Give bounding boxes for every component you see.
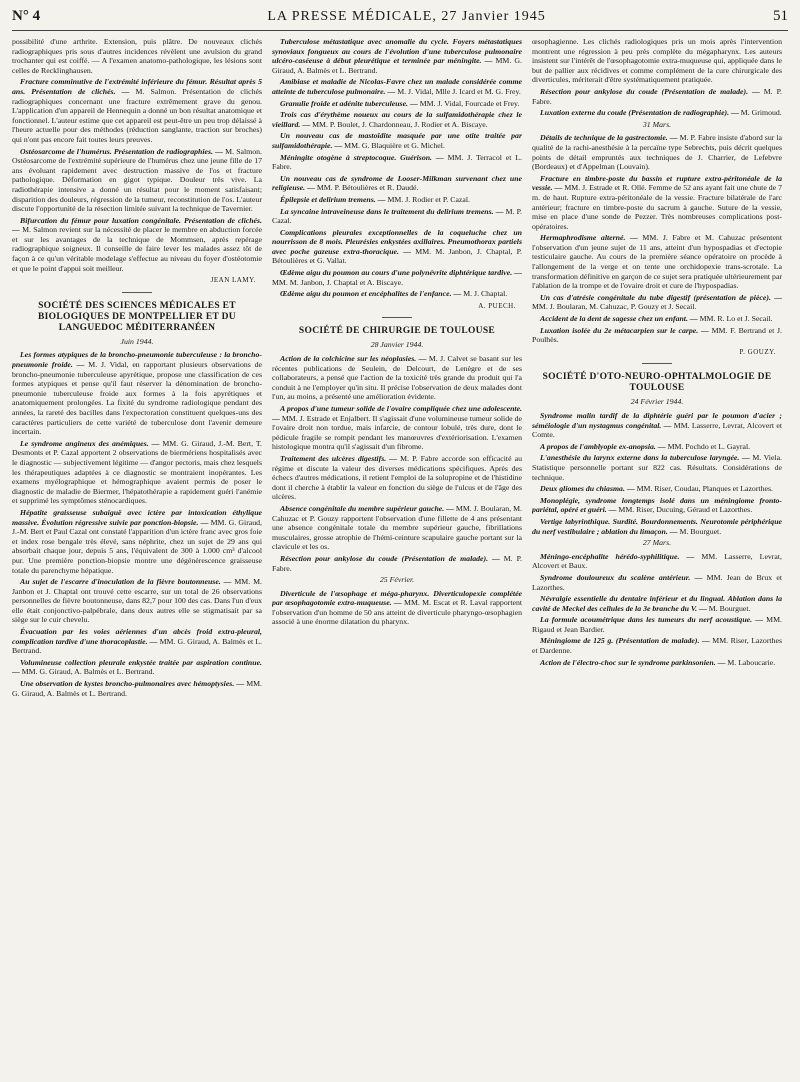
column-1: [12, 37, 262, 1077]
article: [12, 439, 262, 506]
article: [272, 153, 522, 172]
article: [532, 517, 782, 536]
article-title: Un cas d'atrésie congénitale du tube digestif (présentation de pièce). —: [540, 292, 782, 302]
article-author: MM. J. Vidal, Fourcade et Frey.: [419, 98, 520, 108]
article: [12, 350, 262, 436]
article-title: Ostéosarcome de l'humérus. Présentation de radiographies. —: [20, 146, 223, 156]
article: [532, 108, 782, 118]
society-heading: SOCIÉTÉ DES SCIENCES MÉDICALES ET BIOLOGIQUES DE MONTPELLIER ET DU LANGUEDOC MÉDITERRANÉEN: [38, 300, 236, 333]
article-title: Tuberculose métastatique avec anomalie du cycle. Foyers métastatiques synoviaux fongueux au cours de l'évolution d'une tuberculose pulmonaire ulcéro-caséeuse à début pleurétique et terminée par méningite. —: [272, 37, 522, 66]
article-author: M. Salmon.: [135, 86, 177, 96]
article-title: Vertige labyrinthique. Surdité. Bourdonnements. Neurotomie périphérique du nerf vestibulaire ; ablation du limaçon. —: [532, 516, 782, 536]
article-title: Résection pour ankylose du coude (Présentation de malade). —: [280, 553, 500, 563]
article-title: Syndrome malin tardif de la diphtérie guéri par le poumon d'acier ; séméiologie d'un nystagmus congénital. —: [532, 411, 782, 430]
article-author: MM. Rigaud et Jean Bardier.: [532, 615, 782, 634]
article: [272, 268, 522, 287]
article: [532, 174, 782, 232]
article: [272, 195, 522, 205]
article-author: M. P. Fabre.: [532, 86, 782, 106]
article-text: revient sur la nécessité de placer le membre en abduction forcée et sur les avantages de la technique de Mommsen, après repérage radiographique soigneux. Il conseille de faire lever les malades assez tôt de façon à ce qu'un véritable modelage s'effectue au niveau du foyer d'ostéotomie et que le point d'appui soit meilleur.: [12, 225, 262, 273]
article-title: Détails de technique de la gastrectomie. —: [540, 133, 678, 143]
article: [532, 594, 782, 613]
journal-title: LA PRESSE MÉDICALE, 27 Janvier 1945: [267, 9, 546, 24]
article-author: M. Salmon: [22, 225, 58, 235]
article: [532, 615, 782, 634]
article-title: Deux gliomes du chiasma. —: [540, 484, 635, 494]
society-heading: SOCIÉTÉ D'OTO-NEURO-OPHTALMOLOGIE DE TOULOUSE: [542, 372, 772, 394]
article-author: M. Bourguet.: [708, 603, 751, 613]
article: [272, 454, 522, 502]
article: [532, 293, 782, 312]
session-date: 31 Mars.: [642, 119, 672, 129]
session-date: Juin 1944.: [120, 336, 154, 346]
article-title: Œdème aigu du poumon et encéphalites de l'enfance. —: [280, 289, 462, 299]
article-author: MM. J. Terracol et L. Fabre.: [272, 152, 522, 172]
article-author: MM. G. Giraud, J.-M. Bert et Paul Cazal: [12, 517, 262, 537]
article-title: Hermaphrodisme alterné. —: [540, 233, 638, 243]
article: [12, 147, 262, 214]
society-heading: SOCIÉTÉ DE CHIRURGIE DE TOULOUSE: [298, 326, 496, 337]
article-text: en rapportant plusieurs observations de broncho-pneumonie tuberculeuse apyrétique, propose une classification de ces formes atypiques et pense qu'il faut réserver la dénomination de broncho-pneumonie tuberculeuse froide aux formes à la fois apyrétiques et anatomiquement prolongées. La fixité du syndrome radiologique pendant des années, la rareté des bacilles dans l'expectoration constituent quelques-uns des caractères particuliers de cette variété de tuberculose dont l'avenir demeure incertain.: [12, 360, 262, 437]
article-title: Monoplégie, syndrome longtemps isolé dans un méningiome fronto-pariétal, opéré et guéri. —: [532, 495, 782, 515]
article-author: MM. Lasserre, Levrat, Alcovert et Baux.: [532, 551, 782, 571]
paragraph: possibilité d'une arthrite. Extension, puis plâtre. De nouveaux clichés radiographiques pris sous d'autres incidences révèlent une avulsion du grand trochanter qui est coiffé. — A l'examen anatomo-pathologique, les lésions sont celles de Recklinghausen.: [12, 37, 262, 75]
article-title: Trois cas d'érythème noueux au cours de la sulfamidothérapie chez le vieillard. —: [272, 110, 522, 129]
article-title: Syndrome douloureux du scalène antérieur. —: [540, 572, 703, 582]
article: [12, 679, 262, 698]
divider: [642, 363, 672, 364]
article-title: Diverticule de l'œsophage et méga-pharynx. Diverticulopexie complétée par œsophagotomie extra-muqueuse. —: [272, 588, 522, 608]
article-author: M. P. Fabre: [679, 133, 716, 143]
masthead: [12, 8, 788, 31]
paragraph: œsophagienne. Les clichés radiologiques pris un mois après l'intervention montrent une régression à peu près complète du mégapharynx. Les auteurs insistent sur l'intérêt de l'œsophagotomie extra-muqueuse qui, appliquée dans le but de pallier aux récidives et comme complément de la cure chirurgicale des diverticules, mériterait d'être systématiquement pratiquée.: [532, 37, 782, 85]
column-3: [532, 37, 782, 1077]
article-author: MM. G. Giraud, A. Balmès et L. Bertrand.: [272, 56, 522, 75]
article: [272, 289, 522, 299]
article-title: Évacuation par les voies aériennes d'un abcès froid extra-pleural, complication tardive d'une thoracoplastie. —: [12, 627, 262, 646]
article-author: MM. Lasserre, Levrat, Alcovert et Comte.: [532, 420, 782, 440]
article-text: se basant sur les récentes publications de Seulein, de Delcourt, de Lenègre et de ses collaborateurs, a pensé que l'action de la toxicité très grande du produit qui l'a conduit à ne l'employer qu'in situ. Il précise l'observation de deux malades dont l'un, au moins, a présenté une amélioration évidente.: [272, 354, 522, 402]
article-author: MM. G. Giraud, A. Balmès et L. Bertrand.: [12, 679, 262, 698]
article-text: Ostéosarcome de l'extrémité supérieure de l'humérus chez une jeune fille de 17 ans évoluant rapidement avec destruction massive de l'os et fracture pathologique. Déformation en gigot typique. Douleur très vive. La radiothérapie intensive a donné un résultat pour le moment satisfaisant; disparition des douleurs, régression de la tumeur, reconstitution de l'os. L'auteur discute l'opportunité de la résection limitée suivant la technique de Tavernier.: [12, 156, 262, 214]
article-author: MM. Riser, Ducuing, Géraud et Lazorthes.: [618, 505, 753, 515]
article: [272, 504, 522, 552]
article-title: Méningite otogène à streptocoque. Guérison. —: [280, 152, 444, 162]
session-date: 28 Janvier 1944.: [370, 340, 424, 350]
article-author: MM. P. Boulet, J. Chardonneau, J. Rodier et A. Biscaye.: [312, 119, 488, 129]
article-text: présentent l'observation d'un jeune sujet de 11 ans, atteint d'un hypospadias et d'ectopie testiculaire gauche. Au cours de la première séance opératoire on procède à l'allongement de la verge et on tente une orchidopexie trans-scrotale. La transformation définitive en garçon de ce sujet sera pratiquée ultérieurement par l'ablation de la trompe et de l'ovaire droit et cure de l'hypospadias.: [532, 233, 782, 291]
article: [532, 496, 782, 515]
article: [532, 442, 782, 452]
article-author: M. P. Fabre.: [272, 553, 522, 573]
article-title: Fracture en timbre-poste du bassin et rupture extra-péritonéale de la vessie. —: [532, 173, 782, 193]
article-author: MM. Riser, Coudau, Planques et Lazorthes.: [636, 484, 773, 494]
article-title: Action de l'électro-choc sur le syndrome parkinsonien. —: [540, 657, 726, 667]
article: [12, 627, 262, 656]
article-title: Complications pleurales exceptionnelles de la coqueluche chez un nourrisson de 8 mois. Pleurésies enkystées axillaires. Pneumothorax partiels avec poche gazeuse extra-thoracique. —: [272, 227, 522, 256]
article-title: Accident de la dent de sagesse chez un enfant. —: [540, 314, 698, 324]
article-author: MM. J. Boularan, M. Cahuzac, P. Gouzy et J. Secail.: [532, 302, 697, 312]
article-title: Une observation de kystes broncho-pulmonaires avec hémoptysies. —: [20, 679, 245, 689]
article-text: Il s'agissait d'une volumineuse tumeur solide de l'ovaire droit non tordue, mais infarcie, de contour lobulé, très dure, dont le pédicule fragile se rompit pendant les manœuvres d'extériorisation. L'examen histologique montra qu'il s'agissait d'un fibrome.: [272, 413, 522, 452]
article-title: Œdème aigu du poumon au cours d'une polynévrite diphtérique tardive. —: [280, 268, 522, 278]
article: [532, 636, 782, 655]
article-author: MM. M. Janbon et J. Chaptal: [12, 577, 262, 596]
article-title: Granulie froide et adénite tuberculeuse. —: [280, 98, 418, 108]
article-title: Bifurcation du fémur pour luxation congénitale. Présentation de clichés. —: [12, 215, 262, 235]
article: [272, 110, 522, 129]
article-author: M. Grimoud.: [740, 108, 782, 118]
issue-number: N° 4: [12, 8, 41, 24]
article: [532, 484, 782, 494]
signature: P. GOUZY.: [739, 347, 776, 356]
article: [272, 174, 522, 193]
article-author: MM. Pochdo et L. Gayral.: [667, 441, 751, 451]
article-text: Statistique personnelle portant sur 822 cas. Résultats. Considérations de technique.: [532, 462, 782, 482]
article-author: MM. G. Blaquière et G. Michel.: [344, 140, 445, 150]
article-author: MM. M. Escat et R. Laval: [404, 598, 488, 608]
article: [12, 508, 262, 575]
article-author: M. J. Calvet: [428, 354, 468, 364]
article-author: MM. G. Giraud, A. Balmès et L. Bertrand.: [21, 667, 155, 677]
article-author: MM. G. Giraud, A. Balmès et L. Bertrand.: [12, 636, 262, 656]
article-text: insiste d'abord sur la qualité de la rachi-anesthésie à la percaïne type Sebrechts, puis décrit quelques points de détail empruntés aux techniques de J. Charrier, de Lefebvre (Bordeaux) et d'Appelman (Louvain).: [532, 133, 782, 172]
article-title: Méningo-encéphalite hérédo-syphilitique. —: [540, 551, 695, 561]
session-date: 27 Mars.: [642, 538, 672, 548]
article: [532, 552, 782, 571]
article-title: Le syndrome angineux des anémiques. —: [20, 438, 160, 448]
article: [532, 326, 782, 345]
article: [272, 228, 522, 266]
article-title: Luxation isolée du 2e métacarpien sur le carpe. —: [540, 325, 709, 335]
article-title: L'anesthésie du larynx externe dans la tuberculose laryngée. —: [540, 453, 750, 463]
article-author: MM. M. Janbon, J. Chaptal et A. Biscaye.: [272, 277, 404, 287]
article-author: MM. M. Janbon, J. Chaptal, P. Bétoulières et G. Vallat.: [272, 246, 522, 266]
article: [532, 573, 782, 592]
article: [12, 577, 262, 625]
article-author: M. P. Fabre: [400, 453, 439, 463]
article-title: Volumineuse collection pleurale enkystée traitée par aspiration continue. —: [12, 657, 262, 677]
article-author: M. Bourguet.: [679, 526, 722, 536]
article-title: A propos de l'amblyopie ex-anopsia. —: [540, 441, 666, 451]
article: [272, 99, 522, 109]
article-author: MM. J. Estrade et R. Ollé.: [564, 183, 647, 193]
article-title: Un nouveau cas de syndrome de Looser-Milkman survenant chez une religieuse. —: [272, 173, 522, 193]
article-title: Absence congénitale du membre supérieur gauche. —: [280, 503, 454, 513]
article-title: Névralgie essentielle du dentaire inférieur et du lingual. Ablation dans la cavité de Meckel des cellules de la 3e branche du V. —: [532, 594, 782, 613]
article-author: M. P. Cazal.: [272, 206, 522, 226]
divider: [122, 292, 152, 293]
article: [12, 658, 262, 677]
article-title: Luxation externe du coude (Présentation de radiographie). —: [540, 108, 739, 118]
article: [532, 87, 782, 106]
article: [272, 37, 522, 75]
article: [272, 207, 522, 226]
article-author: M. Salmon.: [225, 146, 262, 156]
article-author: MM. P. Bétoulières et R. Daudé.: [316, 183, 419, 193]
article-author: M. Laboucarie.: [727, 657, 776, 667]
article-text: Présentation de clichés radiographiques concernant une fracture extrêmement grave du genou. L'application d'un appareil de Hennequin a donné un bon résultat anatomique et fonctionnel. L'auteur estime que cet appareil est peut-être un peu trop délaissé à l'heure actuelle pour des méthodes (réduction sanglante, traction sur broches) qui n'ont pas encore fait toutes leurs preuves.: [12, 86, 262, 144]
article: [272, 131, 522, 150]
article-text: apportent 2 observations de biermériens hospitalisés avec le diagnostic — subjectivement légitime — d'angor pectoris, mais chez lesquels les thérapeutiques adaptées à ce diagnostic se montraient inopérantes. Les examens myélographique et hémographique avaient permis de poser le diagnostic de maladie de Biermer, l'hépatothérapie a rapidement guéri l'anémie et supprimé les symptômes sténocardiques.: [12, 448, 262, 506]
article-text: rapportent l'observation d'un homme de 50 ans atteint de diverticule pharyngo-œsophagien associé à une énorme dilatation du pharynx.: [272, 598, 522, 627]
article-text: Femme de 52 ans ayant fait une chute de 7 m. de haut. Rupture extra-péritonéale de la vessie. Fracture bilatérale de l'arc antérieur; fracture en timbre-poste du sacrum à gauche. Suture de la vessie, mise en place d'une sonde de Pezzer. Très nombreuses complications post-opératoires.: [532, 183, 782, 231]
article-title: Les formes atypiques de la broncho-pneumonie tuberculeuse : la broncho-pneumonie froide. —: [12, 350, 262, 370]
article-text: accorde son efficacité au régime et discute la valeur des diverses médications spécifiques. Après des échecs d'autres médications, il retient l'emploi de la solupropine et de l'histidine dont il cherche à établir la valeur en fonction du siège de l'ulcus et de l'âge des ulcères.: [272, 453, 522, 502]
article-author: MM. F. Bertrand et J. Poulhès.: [532, 325, 782, 345]
article-author: M. J. Chaptal.: [463, 289, 508, 299]
session-date: 25 Février.: [379, 575, 415, 585]
article-author: M. Viela.: [752, 453, 782, 463]
article: [272, 589, 522, 627]
article: [272, 404, 522, 452]
article-author: MM. J. Fabre et M. Cahuzac: [642, 233, 746, 243]
article: [272, 354, 522, 402]
article: [272, 77, 522, 96]
page-number: 51: [772, 8, 788, 24]
article: [12, 77, 262, 144]
divider: [382, 317, 412, 318]
article-title: Hépatite graisseuse subaiguë avec ictère par intoxication éthylique massive. Évolution régressive suivie par ponction-biopsie. —: [12, 507, 262, 527]
article-title: La formule acoumétrique dans les tumeurs du nerf acoustique. —: [540, 615, 764, 625]
article-author: M. J. Vidal, Mlle J. Icard et M. G. Frey.: [397, 86, 521, 96]
article: [12, 216, 262, 274]
article: [532, 233, 782, 291]
article-author: MM. Jean de Brux et Lazorthes.: [532, 572, 782, 592]
article-author: M. J. Vidal,: [88, 360, 129, 370]
article-author: MM. Riser, Lazorthes et Dardenne.: [532, 636, 782, 656]
article-title: Au sujet de l'escarre d'inoculation de la fièvre boutonneuse. —: [20, 577, 232, 587]
article-title: A propos d'une tumeur solide de l'ovaire compliquée chez une adolescente. —: [272, 404, 522, 423]
column-2: [272, 37, 522, 1077]
article-title: Résection pour ankylose du coude (Présentation de malade). —: [540, 86, 760, 96]
article-text: rapportent l'observation d'une fillette de 4 ans présentant une absence congénitale totale du membre supérieur gauche, fibrillations musculaires, grosse atrophie de l'hémi-ceinture scapulaire gauche portant sur la clavicule et les os.: [272, 513, 522, 552]
article-author: MM. J. Rodier et P. Cazal.: [387, 194, 470, 204]
article: [532, 411, 782, 440]
article-title: Méningiome de 125 g. (Présentation de malade). —: [540, 636, 710, 646]
article-author: MM. R. Lo et J. Secail.: [699, 314, 773, 324]
article: [532, 133, 782, 171]
article: [272, 554, 522, 573]
article-title: Fracture comminutive de l'extrémité inférieure du fémur. Résultat après 5 ans. Présentation de clichés. —: [12, 77, 262, 96]
article-title: Action de la colchicine sur les néoplasies. —: [280, 354, 427, 364]
columns: [12, 37, 788, 1077]
article-text: ont trouvé cette escarre, sur un total de 26 observations personnelles de fièvre boutonneuse, dans 82,7 pour 100 des cas. Dans l'un d'eux elle était conjonctivo-palpébrale, dans deux autres elle se stigmatisait par sa siège sur le cuir chevelu.: [12, 586, 262, 625]
article-title: Traitement des ulcères digestifs. —: [280, 453, 398, 463]
article-author: MM. G. Giraud, J.-M. Bert, T. Desmonts et P. Cazal: [12, 438, 262, 458]
article-title: Épilepsie et delirium tremens. —: [280, 194, 386, 204]
article-title: Amibiase et maladie de Nicolas-Favre chez un malade considérée comme atteinte de tuberculose pulmonaire. —: [272, 77, 522, 96]
article-title: Un nouveau cas de mastoïdite masquée par une otite traitée par sulfamidothérapie. —: [272, 131, 522, 150]
signature: A. PUECH.: [478, 301, 516, 310]
session-date: 24 Février 1944.: [630, 397, 684, 407]
article-author: MM. J. Estrade et Enjalbert.: [281, 413, 371, 423]
article-author: MM. J. Boularan, M. Cahuzac et P. Gouzy: [272, 503, 522, 523]
article: [532, 658, 782, 668]
article: [532, 453, 782, 482]
article: [532, 314, 782, 324]
article-title: La syncaine intraveineuse dans le traitement du delirium tremens. —: [280, 206, 504, 216]
article-text: ont constaté l'apparition d'un ictère franc avec gros foie et index rose bengale très élevé, sans néphrite, chez un sujet de 29 ans qui absorbait chaque jour, depuis 5 ans, l'équivalent de 300 à 1.000 cm³ d'alcool pur. Une première ponction-biopsie montre une dégénérescence graisseuse totale du parenchyme hépatique.: [12, 527, 262, 575]
signature: JEAN LAMY.: [210, 276, 256, 285]
